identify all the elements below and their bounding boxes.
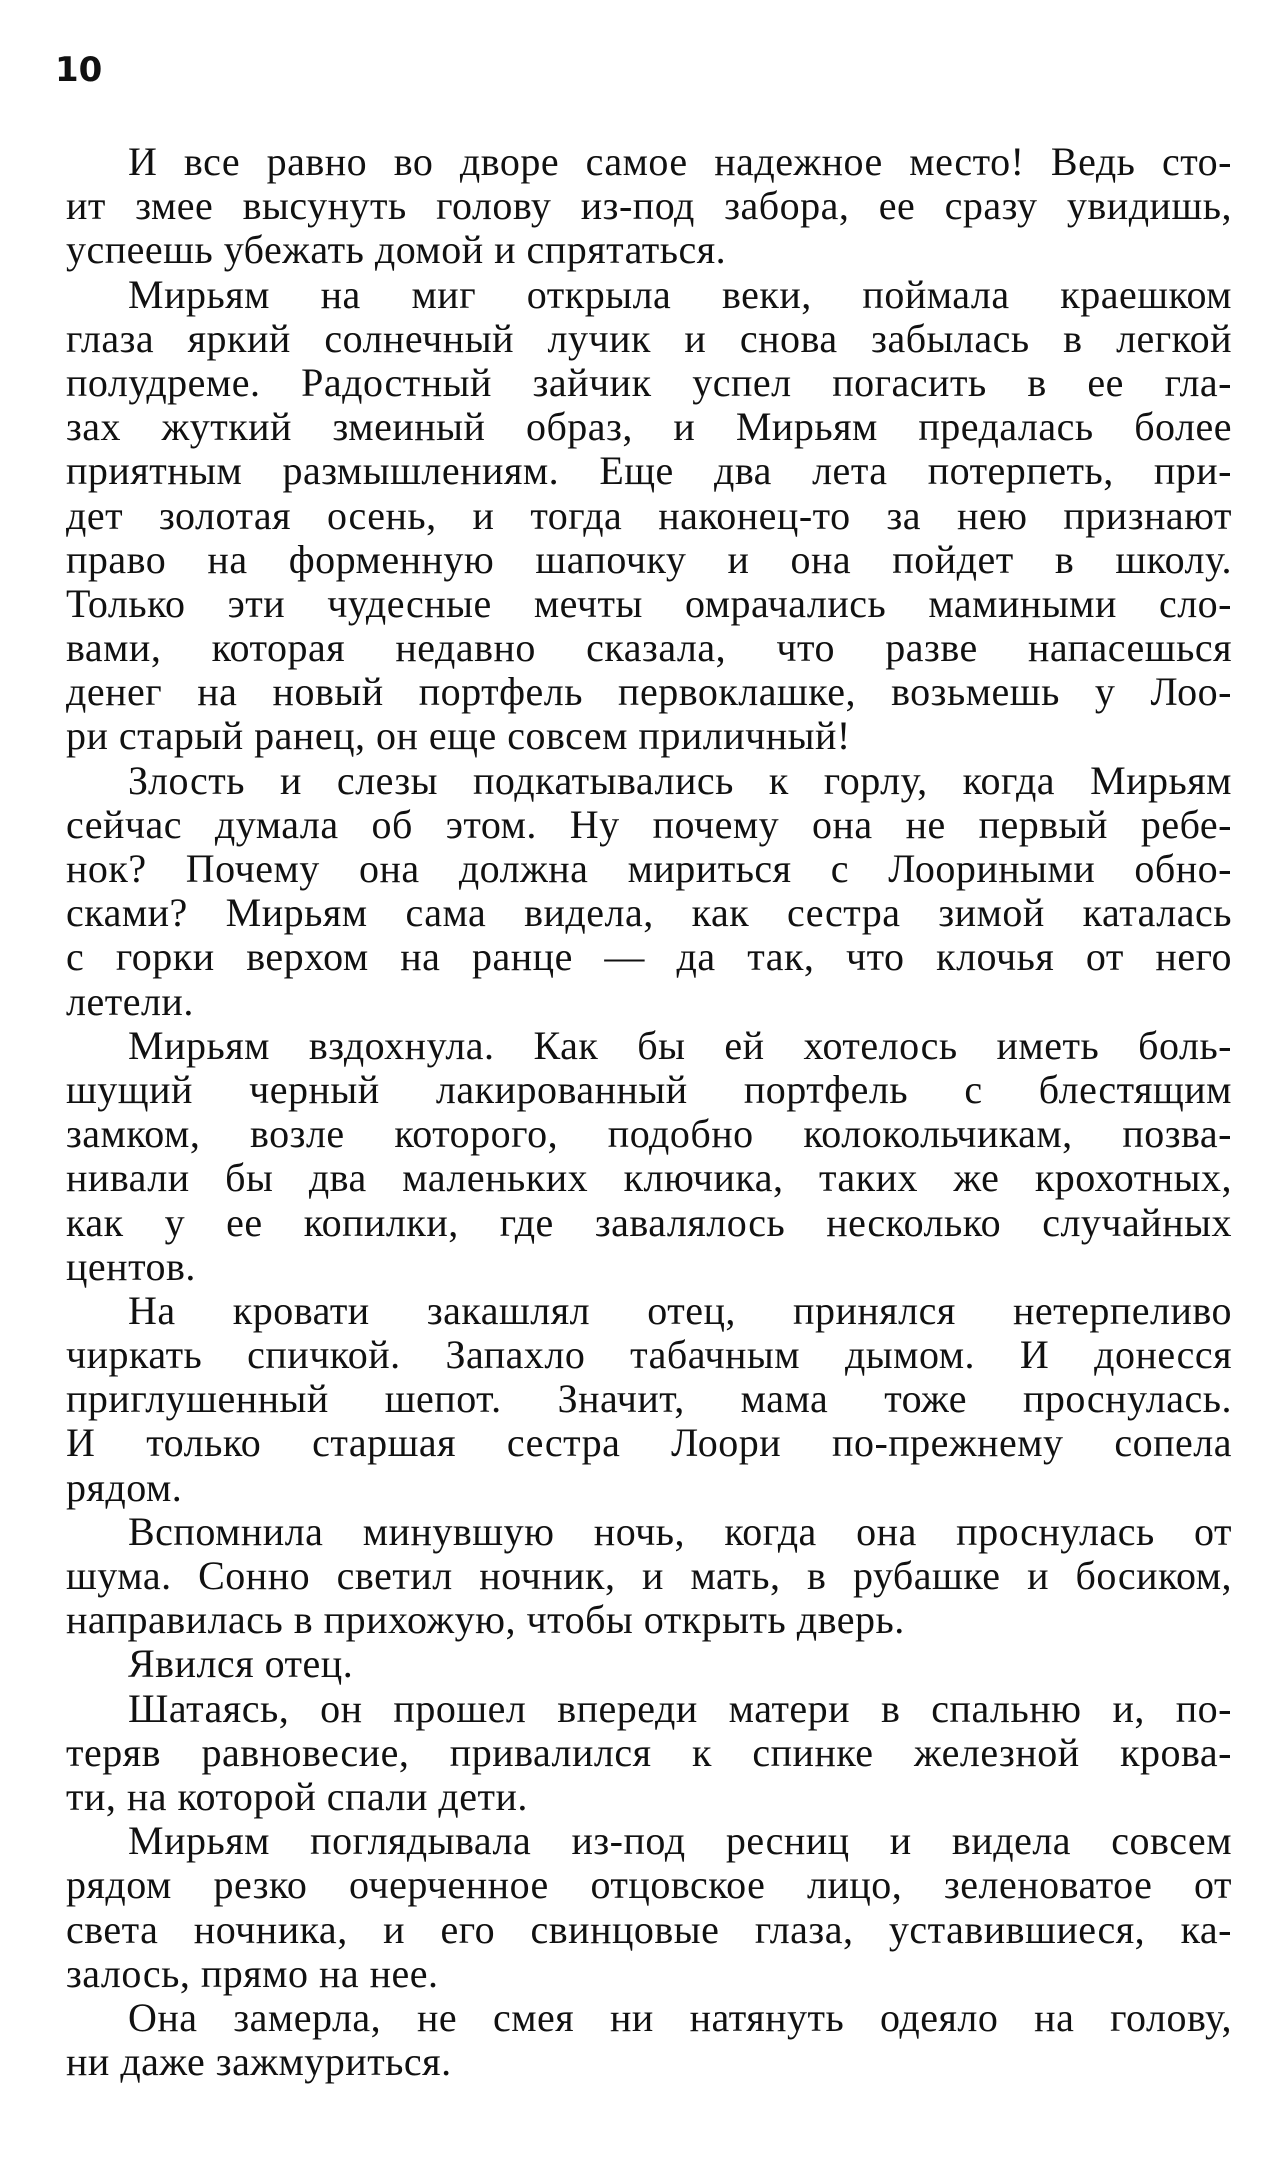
text-line: Она замерла, не смея ни натянуть одеяло на голову, [128,1994,1232,2040]
text-line: вами, которая недавно сказала, что разве напасешься [66,625,1232,671]
text-line: Только эти чудесные мечты омрачались мамиными сло- [66,580,1232,626]
text-line: приглушенный шепот. Значит, мама тоже проснулась. [66,1376,1232,1422]
text-line: залось, прямо на нее. [66,1950,439,1996]
text-line: зах жуткий змеиный образ, и Мирьям предалась более [66,404,1232,450]
text-line: глаза яркий солнечный лучик и снова забылась в легкой [66,315,1232,361]
text-line: Шатаясь, он прошел впереди матери в спальню и, по- [128,1685,1232,1731]
text-line: летели. [66,978,194,1024]
text-line: ни даже зажмуриться. [66,2039,452,2085]
text-line: рядом резко очерченное отцовское лицо, зеленоватое от [66,1862,1232,1908]
text-line: На кровати закашлял отец, принялся нетерпеливо [128,1287,1232,1333]
text-line: приятным размышлениям. Еще два лета потерпеть, при- [66,448,1232,494]
text-line: И все равно во дворе самое надежное место! Ведь сто- [128,139,1232,184]
text-line: успеешь убежать домой и спрятаться. [66,227,727,273]
text-line: Мирьям на миг открыла веки, поймала краешком [128,271,1232,317]
text-line: ит змее высунуть голову из-под забора, ее сразу увидишь, [66,183,1232,229]
text-line: как у ее копилки, где завалялось несколько случайных [66,1199,1232,1245]
text-line: ти, на которой спали дети. [66,1773,528,1819]
text-line: полудреме. Радостный зайчик успел погасить в ее гла- [66,359,1232,405]
text-line: центов. [66,1243,196,1289]
body-text [66,140,1232,2084]
page-number: 10 [55,50,103,90]
text-line: Мирьям вздохнула. Как бы ей хотелось иметь боль- [128,1022,1232,1068]
text-line: И только старшая сестра Лоори по-прежнему сопела [66,1420,1232,1466]
text-line: ри старый ранец, он еще совсем приличный! [66,713,851,759]
text-line: с горки верхом на ранце — да так, что клочья от него [66,934,1232,980]
text-line: направилась в прихожую, чтобы открыть дверь. [66,1597,905,1643]
text-line: право на форменную шапочку и она пойдет в школу. [66,536,1232,582]
text-line: нок? Почему она должна мириться с Лоориными обно- [66,846,1232,891]
text-line: чиркать спичкой. Запахло табачным дымом. И донесся [66,1332,1232,1378]
text-line: денег на новый портфель первоклашке, возьмешь у Лоо- [66,669,1232,715]
text-line: Явился отец. [128,1641,354,1687]
text-line: нивали бы два маленьких ключика, таких же крохотных, [66,1155,1232,1201]
text-line: сками? Мирьям сама видела, как сестра зимой каталась [66,890,1232,936]
text-line: теряв равновесие, привалился к спинке железной крова- [66,1729,1232,1775]
text-line: сейчас думала об этом. Ну почему она не первый ребе- [66,801,1232,847]
text-line: Злость и слезы подкатывались к горлу, когда Мирьям [128,757,1232,803]
text-line: шума. Сонно светил ночник, и мать, в рубашке и босиком, [66,1553,1232,1598]
text-line: шущий черный лакированный портфель с блестящим [66,1066,1232,1112]
text-line: Мирьям поглядывала из-под ресниц и видела совсем [128,1818,1232,1864]
text-line: замком, возле которого, подобно колокольчикам, позва- [66,1111,1232,1157]
text-line: света ночника, и его свинцовые глаза, уставившиеся, ка- [66,1906,1232,1952]
text-line: Вспомнила минувшую ночь, когда она проснулась от [128,1508,1232,1554]
text-line: рядом. [66,1464,183,1510]
text-line: дет золотая осень, и тогда наконец-то за нею признают [66,492,1232,538]
